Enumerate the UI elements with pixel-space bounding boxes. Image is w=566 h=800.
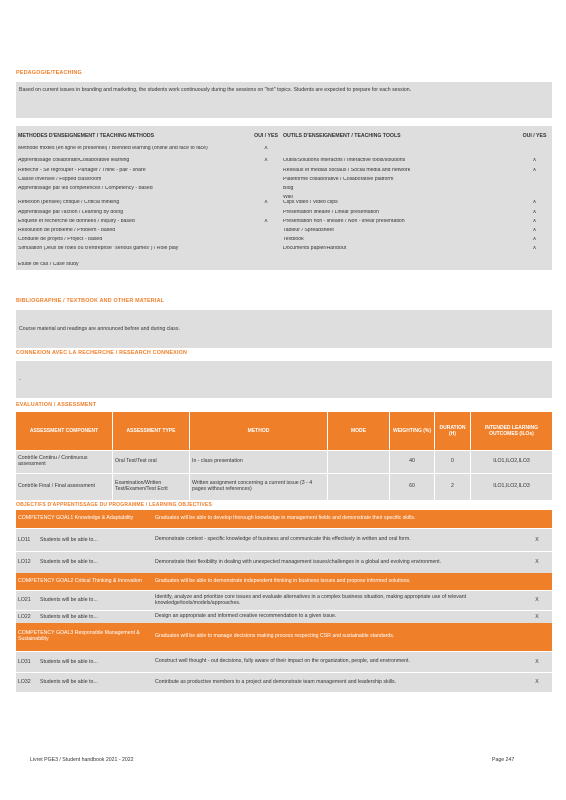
tool-yes-mark: X bbox=[532, 158, 537, 163]
objectives-title: OBJECTIFS D'APPRENTISSAGE DU PROGRAMME / LEARNING OBJECTIVES bbox=[16, 502, 212, 508]
bibliography-title: BIBLIOGRAPHIE / TEXTBOOK AND OTHER MATERIAL bbox=[16, 298, 165, 304]
assessment-header-ilos: INTENDED LEARNING OUTCOMES (ILOs) bbox=[471, 412, 552, 450]
objective-stem: Students will be able to... bbox=[40, 679, 98, 686]
assessment-row bbox=[16, 473, 552, 500]
research-title: CONNEXION AVEC LA RECHERCHE / RESEARCH CONNEXION bbox=[16, 350, 188, 356]
methods-row bbox=[16, 246, 552, 262]
assessment-type: Examination/Written Test/Examen/Test Ecrit bbox=[113, 474, 190, 500]
tool-yes-mark: X bbox=[532, 200, 537, 205]
assessment-header-row bbox=[16, 412, 552, 450]
method-label: Apprentissage par l'action / Learning by doing bbox=[18, 210, 124, 215]
method-label: Etude de cas / Case study bbox=[18, 262, 79, 267]
assessment-weighting: 40 bbox=[390, 451, 435, 473]
tool-yes-mark: X bbox=[532, 168, 537, 173]
research-box bbox=[16, 361, 552, 398]
learning-objective-row bbox=[16, 672, 552, 692]
objective-text: Demonstrate their flexibility in dealing with unexpected management issues/challenges in a global and evolving environment. bbox=[155, 558, 442, 565]
assessment-header-duration: DURATION (H) bbox=[435, 412, 471, 450]
objective-mark: X bbox=[535, 658, 539, 665]
assessment-header-weighting: WEIGHTING (%) bbox=[390, 412, 435, 450]
assessment-mode bbox=[328, 474, 390, 500]
objectives-table bbox=[16, 510, 552, 692]
method-label: Simulation (Jeux de rôles ou d'entreprise "serious games") / Role play bbox=[18, 246, 179, 251]
method-label: Résolution de problème / Problem - based bbox=[18, 228, 116, 233]
tool-yes-mark: X bbox=[532, 246, 537, 251]
objective-mark: X bbox=[535, 613, 539, 620]
method-label: Classe inversée / Flipped classroom bbox=[18, 177, 102, 182]
tools-header: OUTILS D'ENSEIGNEMENT / TEACHING TOOLS bbox=[283, 132, 401, 139]
tool-label: Outils/Solutions interactifs / Interactive tools/solutions bbox=[283, 158, 406, 163]
tool-yes-mark: X bbox=[532, 237, 537, 242]
method-label: Conduite de projets / Project - based bbox=[18, 237, 103, 242]
assessment-rows bbox=[16, 450, 552, 500]
objective-stem: Students will be able to... bbox=[40, 658, 98, 665]
teaching-methods-table bbox=[16, 126, 552, 270]
methods-header: METHODES D'ENSEIGNEMENT / TEACHING METHODS bbox=[18, 132, 155, 139]
tool-label: Documents papier/Handout bbox=[283, 246, 347, 251]
footer-page-number: Page 247 bbox=[492, 757, 515, 763]
learning-objective-row bbox=[16, 651, 552, 672]
tool-label bbox=[281, 262, 517, 270]
method-yes-mark bbox=[251, 177, 281, 186]
objective-code: LO21 bbox=[18, 597, 31, 604]
method-yes-mark bbox=[251, 262, 281, 270]
tool-label: Tableur / Spreadsheet bbox=[283, 228, 334, 233]
assessment-duration: 2 bbox=[435, 474, 471, 500]
objective-code: LO11 bbox=[18, 536, 31, 543]
method-yes-mark: X bbox=[264, 146, 268, 151]
bibliography-text: Course material and readings are announced before and during class. bbox=[19, 326, 180, 332]
assessment-row bbox=[16, 450, 552, 473]
methods-row bbox=[16, 228, 552, 237]
method-label: Enquête et recherche de données / Inquiry - based bbox=[18, 219, 135, 224]
objective-stem: Students will be able to... bbox=[40, 613, 98, 620]
method-yes-mark bbox=[251, 237, 281, 246]
tool-yes-mark bbox=[517, 262, 552, 270]
methods-row bbox=[16, 177, 552, 186]
tool-label: Clips vidéo / Video clips bbox=[283, 200, 338, 205]
competency-goal: COMPETENCY GOAL1 Knowledge & Adaptability bbox=[18, 515, 134, 522]
objective-text: Demonstrate context - specific knowledge of business and communicate this effectively in written and oral form. bbox=[155, 536, 411, 543]
tool-label: Textbook bbox=[283, 237, 304, 242]
methods-row bbox=[16, 219, 552, 228]
methods-row bbox=[16, 168, 552, 177]
assessment-component: Contrôle Continu / Continuous assessment bbox=[16, 451, 113, 473]
method-label: Apprentissage collaboratif/Collaborative learning bbox=[18, 158, 130, 163]
objective-text: Contribute as productive members to a project and demonstrate team management and leadership skills. bbox=[155, 678, 397, 685]
objective-mark: X bbox=[535, 597, 539, 604]
objective-mark: X bbox=[535, 559, 539, 566]
method-label: Réfléchir - Se regrouper - Partager / Think - pair - share bbox=[18, 168, 146, 173]
tool-yes-mark bbox=[517, 177, 552, 186]
assessment-ilos: ILO1,ILO2,ILO3 bbox=[493, 483, 530, 490]
assessment-mode bbox=[328, 451, 390, 473]
assessment-ilos: ILO1,ILO2,ILO3 bbox=[493, 458, 530, 465]
tool-label: Wiki bbox=[283, 195, 293, 200]
method-yes-mark bbox=[251, 246, 281, 262]
assessment-header-method: METHOD bbox=[190, 412, 328, 450]
competency-goal: COMPETENCY GOAL2 Critical Thinking & Innovation bbox=[18, 577, 142, 584]
objective-code: LO31 bbox=[18, 658, 31, 665]
objective-code: LO12 bbox=[18, 559, 31, 566]
method-yes-mark bbox=[251, 168, 281, 177]
tool-label: Présentation non - linéaire / Non - linear presentation bbox=[283, 219, 405, 224]
competency-description: Graduates will be able to demonstrate independent thinking in business issues and propose informed solutions. bbox=[155, 577, 411, 584]
footer-handbook: Livret PGE3 / Student handbook 2021 - 2022 bbox=[30, 757, 134, 763]
objective-text: Identify, analyze and prioritize core issues and evaluate alternatives in a complex business situation, making appropriate use of relevant knowledge/tools/models/approaches. bbox=[155, 593, 467, 606]
objective-code: LO32 bbox=[18, 679, 31, 686]
tool-yes-mark: X bbox=[532, 228, 537, 233]
objective-mark: X bbox=[535, 679, 539, 686]
bibliography-box bbox=[16, 310, 552, 348]
methods-rows bbox=[16, 146, 552, 270]
learning-objective-row bbox=[16, 528, 552, 551]
method-yes-mark bbox=[251, 228, 281, 237]
method-yes-mark: X bbox=[264, 158, 268, 163]
assessment-method: Written assignment concerning a current issue (3 - 4 pages without references) bbox=[190, 474, 328, 500]
assessment-weighting: 60 bbox=[390, 474, 435, 500]
methods-row bbox=[16, 158, 552, 168]
evaluation-title: EVALUATION / ASSESSMENT bbox=[16, 402, 97, 408]
assessment-header-type: ASSESSMENT TYPE bbox=[113, 412, 190, 450]
tool-label bbox=[281, 146, 517, 158]
method-yes-mark bbox=[251, 186, 281, 195]
method-yes-mark: X bbox=[264, 200, 268, 205]
learning-objective-row bbox=[16, 590, 552, 610]
tool-yes-mark: X bbox=[532, 210, 537, 215]
methods-header-row bbox=[16, 126, 552, 146]
tool-yes-mark bbox=[517, 186, 552, 195]
tool-label: Plateforme collaborative / Collaborative platform bbox=[283, 177, 394, 182]
pedagogy-box bbox=[16, 82, 552, 118]
competency-goal-row bbox=[16, 510, 552, 528]
objective-stem: Students will be able to... bbox=[40, 559, 98, 566]
methods-row bbox=[16, 146, 552, 158]
method-label: Réflexion (pensée) critique / Critical thinking bbox=[18, 200, 120, 205]
competency-description: Graduates will be able to develop thorough knowledge in management fields and demonstrate their specific skills. bbox=[155, 515, 416, 522]
method-yes-mark bbox=[251, 210, 281, 219]
methods-row bbox=[16, 237, 552, 246]
competency-goal: COMPETENCY GOAL3 Responsible Management & Sustainability bbox=[18, 630, 140, 642]
assessment-type: Oral Test/Test oral bbox=[113, 451, 190, 473]
tool-yes-mark: X bbox=[532, 219, 537, 224]
objective-stem: Students will be able to... bbox=[40, 536, 98, 543]
competency-goal-row bbox=[16, 573, 552, 590]
tool-label: Présentation linéaire / Linear presentation bbox=[283, 210, 380, 215]
objective-stem: Students will be able to... bbox=[40, 597, 98, 604]
objective-mark: X bbox=[535, 536, 539, 543]
method-yes-mark: X bbox=[264, 219, 268, 224]
methods-row bbox=[16, 262, 552, 270]
objective-text: Design an appropriate and informed creative recommendation to a given issue. bbox=[155, 613, 337, 620]
tool-label: Réseaux et médias sociaux / Social media and network bbox=[283, 168, 411, 173]
methods-row bbox=[16, 210, 552, 219]
competency-description: Graduates will be able to manage decisions making process respecting CSR and sustainable standards. bbox=[155, 633, 395, 640]
assessment-header-mode: MODE bbox=[328, 412, 390, 450]
assessment-component: Contrôle Final / Final assessment bbox=[16, 474, 113, 500]
competency-goal-row bbox=[16, 623, 552, 651]
tool-yes-mark bbox=[517, 146, 552, 158]
methods-yes-header: OUI / YES bbox=[254, 132, 278, 139]
pedagogy-text: Based on current issues in branding and marketing, the students work continuously during the sessions on "hot" topics. Students are expected to prepare for each session. bbox=[19, 87, 412, 93]
method-label: Apprentissage par les compétences / Competency - based bbox=[18, 186, 153, 191]
pedagogy-title: PEDAGOGIE/TEACHING bbox=[16, 70, 82, 76]
tool-label: Blog bbox=[283, 186, 294, 191]
learning-objective-row bbox=[16, 551, 552, 573]
objective-text: Construct well thought - out decisions, fully aware of their impact on the organization, people, and environment. bbox=[155, 658, 410, 665]
tools-yes-header: OUI / YES bbox=[522, 132, 547, 139]
learning-objective-row bbox=[16, 610, 552, 623]
assessment-method: In - class presentation bbox=[190, 451, 328, 473]
assessment-duration: 0 bbox=[435, 451, 471, 473]
assessment-header-component: ASSESSMENT COMPONENT bbox=[16, 412, 113, 450]
research-text: - bbox=[19, 377, 21, 383]
assessment-table bbox=[16, 412, 552, 500]
method-label: Méthode mixtes (en ligne et présentiel) / Blended learning (online and face to face) bbox=[18, 146, 208, 151]
methods-row bbox=[16, 186, 552, 195]
objective-code: LO22 bbox=[18, 613, 31, 620]
methods-row bbox=[16, 200, 552, 210]
